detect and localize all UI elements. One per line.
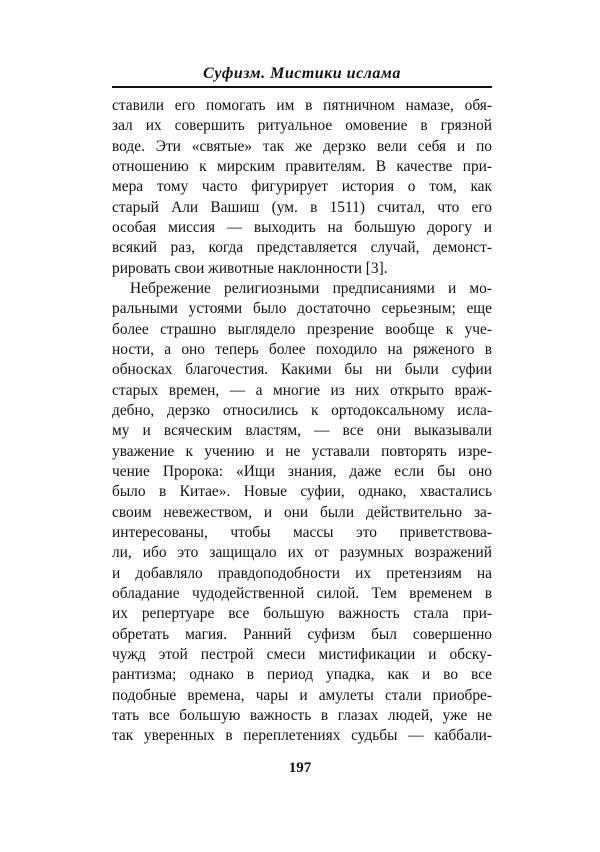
- text-line: особая миссия — выходить на большую дорогу и: [112, 218, 492, 236]
- text-line: более страшно выглядело презрение вообще к уче-: [112, 320, 492, 338]
- text-line: тать все большую важность в глазах людей, уже не: [112, 706, 492, 724]
- text-line: рантизма; однако в период упадка, как и во все: [112, 666, 492, 684]
- body-text: [112, 96, 492, 747]
- text-line: старый Али Вашиш (ум. в 1511) считал, что его: [112, 198, 492, 216]
- text-line: дебно, дерзко относились к ортодоксальному исла-: [112, 401, 492, 419]
- text-line: обретать магия. Ранний суфизм был совершенно: [112, 625, 492, 643]
- text-line: ральными устоями было достаточно серьезным; еще: [112, 300, 492, 318]
- text-line: уважение к учению и не уставали повторять изре-: [112, 442, 492, 460]
- text-line: ности, а оно теперь более походило на ряженого в: [112, 340, 492, 358]
- text-line: интересованы, чтобы массы это приветствова-: [112, 523, 492, 541]
- text-line: отношению к мирским правителям. В качестве при-: [112, 157, 492, 175]
- text-line: му и всяческим властям, — все они выказывали: [112, 422, 492, 440]
- text-line: чение Пророка: «Ищи знания, даже если бы оно: [112, 462, 492, 480]
- text-line: ли, ибо это защищало их от разумных возражений: [112, 544, 492, 562]
- text-line: старых времен, — а многие из них открыто враж-: [112, 381, 492, 399]
- text-line: зал их совершить ритуальное омовение в грязной: [112, 117, 492, 135]
- page-number: 197: [288, 760, 312, 776]
- text-line: чужд этой пестрой смеси мистификации и обску-: [112, 645, 492, 663]
- text-line: обносках благочестия. Какими бы ни были суфии: [112, 361, 492, 379]
- text-line: подобные времена, чары и амулеты стали приобре-: [112, 686, 492, 704]
- text-line: своим невежеством, и они были действительно за-: [112, 503, 492, 521]
- text-line: и добавляло правдоподобности их претензиям на: [112, 564, 492, 582]
- text-line: ставили его помогать им в пятничном намазе, обя-: [112, 97, 492, 114]
- text-line: их репертуаре все большую важность стала при-: [112, 605, 492, 623]
- text-line: обладание чудодейственной силой. Тем временем в: [112, 584, 492, 602]
- text-line: Небрежение религиозными предписаниями и мо-: [130, 279, 492, 297]
- text-line: так уверенных в переплетениях судьбы — каббали-: [112, 727, 492, 745]
- text-line: всякий раз, когда представляется случай, демонст-: [112, 239, 492, 257]
- running-head: Суфизм. Мистики ислама: [112, 62, 492, 88]
- text-line: воде. Эти «святые» так же дерзко вели себя и по: [112, 137, 492, 155]
- text-line: мера тому часто фигурирует история о том, как: [112, 178, 492, 196]
- text-line: рировать свои животные наклонности [3].: [112, 259, 388, 277]
- text-line: было в Китае». Новые суфии, однако, хвастались: [112, 483, 492, 501]
